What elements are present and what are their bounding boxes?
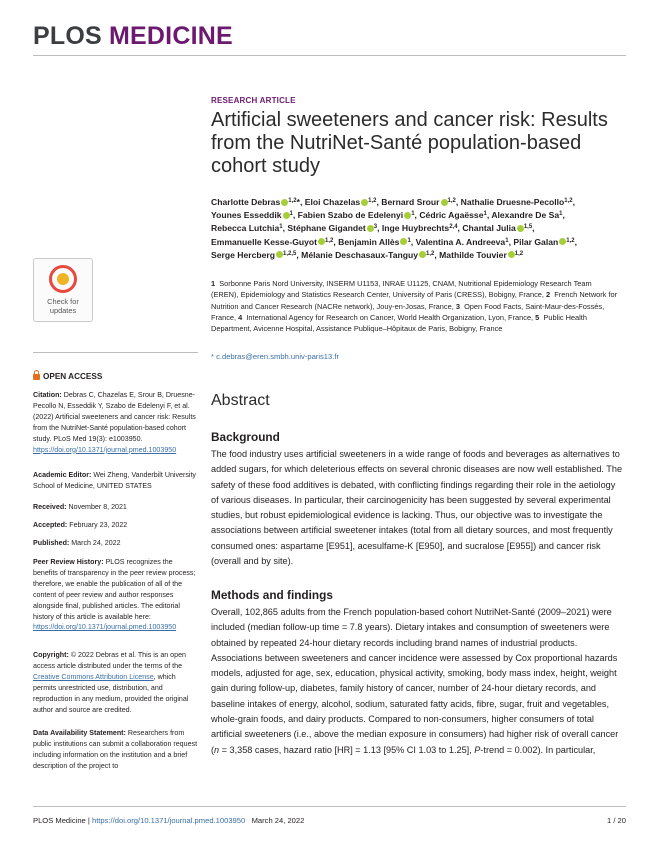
author-name[interactable]: Serge Hercberg <box>211 249 276 260</box>
corresponding-email[interactable]: * c.debras@eren.smbh.univ-paris13.fr <box>211 352 339 361</box>
author-name[interactable]: Chantal Julia <box>462 223 516 234</box>
orcid-icon[interactable] <box>419 251 426 258</box>
citation-doi-link[interactable]: https://doi.org/10.1371/journal.pmed.1003950 <box>33 445 177 454</box>
data-availability <box>33 728 198 772</box>
footer-divider <box>33 806 626 807</box>
accepted <box>33 520 198 531</box>
author-affiliation-marker: 1,2 <box>566 237 575 244</box>
methods-n: n <box>214 744 220 755</box>
data-label: Data Availability Statement: <box>33 729 126 737</box>
author-name[interactable]: Valentina A. Andreeva <box>415 236 506 247</box>
open-access-label: OPEN ACCESS <box>43 372 103 381</box>
orcid-icon[interactable] <box>276 251 283 258</box>
author-affiliation-marker: 2,4 <box>449 224 458 231</box>
citation <box>33 390 198 455</box>
author-affiliation-marker: 1 <box>279 224 283 231</box>
author-list: Charlotte Debras $^{1,2}$*, Eloi Chazelas $^{1,2}$, Bernard Srour $^{1,2}$, Nathalie Druesne-Pecollo$^{1,2}$, Younes Esseddik $^1$, Fabien Szabo de Edelenyi $^1$, Cédric Agaësse$^1$, Alexandre De Sa$^1$, Rebecca Lutchia$^1$, Stéphane Gigandet $^3$, Inge Huybrechts$^{2,4}$, Chantal Julia $^{1,5}$, Emmanuelle Kesse-Guyot $^{1,2}$, Benjamin Allès $^1$, Valentina A. Andreeva$^1$, Pilar Galan $^{1,2}$, Serge Hercberg $^{1,2,5}$, Mélanie Deschasaux-Tanguy $^{1,2}$, Mathilde Touvier $^{1,2}$ <box>211 197 577 260</box>
author-affiliation-marker: 1,2 <box>564 198 573 204</box>
editor-label: Academic Editor: <box>33 471 92 479</box>
citation-text: Debras C, Chazelas E, Srour B, Druesne-Pecollo N, Esseddik Y, Szabo de Edelenyi F, et al. (2022) Artificial sweeteners and cancer risk: Results from the NutriNet-Santé population-based cohort study. PLoS Med 19(3): e1003950. <box>33 391 196 443</box>
author-affiliation-marker: 1 <box>559 211 563 218</box>
author-name[interactable]: Nathalie Druesne-Pecollo <box>460 197 565 207</box>
orcid-icon[interactable] <box>441 199 448 206</box>
author-affiliation-marker: 1 <box>411 211 415 218</box>
peer-review-history <box>33 557 198 633</box>
orcid-icon[interactable] <box>367 225 374 232</box>
author-affiliation-marker: 1,2 <box>288 198 297 204</box>
footer <box>33 816 304 825</box>
editor-text: Wei Zheng, Vanderbilt University School of Medicine, UNITED STATES <box>33 471 196 490</box>
affiliation-number: 3 <box>455 301 460 311</box>
affiliation-number: 2 <box>546 290 551 300</box>
citation-label: Citation: <box>33 391 62 399</box>
methods-text-a: Overall, 102,865 adults from the French population-based cohort NutriNet-Santé (2009–2021) were included (median follow-up time = 7.8 years). Dietary intakes and consumption of sweeteners were obtained by repeated 24-hour dietary records including brand names of industrial products. Associations between sweeteners and cancer incidence were assessed by Cox proportional hazards models, adjusted for age, sex, education, physical activity, smoking, body mass index, height, weight gain during follow-up, diabetes, family history of cancer, number of 24-hour dietary records, and baseline intakes of energy, alcohol, sodium, saturated fatty acids, fibre, sugar, fruit and vegetables, whole-grain foods, and dairy products. Compared to non-consumers, higher consumers of total artificial sweeteners (i.e., above the median exposure in consumers) had higher risk of overall cancer ( <box>211 607 619 755</box>
affiliation-text: International Agency for Research on Cancer, World Health Organization, Lyon, France, <box>246 312 534 322</box>
author-name[interactable]: Younes Esseddik <box>211 210 282 221</box>
author-name[interactable]: Alexandre De Sa <box>491 210 560 221</box>
methods-p: P <box>474 744 481 755</box>
published-label: Published: <box>33 539 70 547</box>
header-divider <box>33 55 626 56</box>
article-title: Artificial sweeteners and cancer risk: Results from the NutriNet-Santé population-based cohort study <box>211 109 608 177</box>
author-name[interactable]: Charlotte Debras <box>211 197 281 207</box>
affiliation-number: 1 <box>211 279 216 288</box>
affiliation-text: Sorbonne Paris Nord University, INSERM U1153, INRAE U1125, CNAM, Nutritional Epidemiology Research Team (EREN), Epidemiology and Statistics Research Center, University of Paris (CRESS), Bobigny, France, <box>211 279 592 300</box>
check-updates-icon <box>49 265 77 293</box>
data-text: Researchers from public institutions can submit a collaboration request including information on the institution and a brief description of the project to <box>33 729 198 770</box>
affiliation-text: Open Food Facts, Saint-Maur-des-Fossés, France, <box>211 301 605 322</box>
affiliation-text: French Network for Nutrition and Cancer Research (NACRe network), Jouy-en-Josas, France, <box>211 290 618 311</box>
accepted-date: February 23, 2022 <box>69 521 128 529</box>
received-label: Received: <box>33 503 67 511</box>
sidebar-divider <box>33 352 198 353</box>
copyright-text-a: © 2022 Debras et al. This is an open access article distributed under the terms of the <box>33 651 186 670</box>
author-affiliation-marker: 1 <box>483 211 487 218</box>
received <box>33 502 198 513</box>
author-affiliation-marker: 1,5 <box>523 224 533 231</box>
author-affiliation-marker: 3 <box>373 224 378 231</box>
copyright <box>33 650 198 715</box>
affiliation-number: 5 <box>535 312 540 322</box>
open-access <box>33 372 102 381</box>
page-number: 1 / 20 <box>607 816 626 825</box>
received-date: November 8, 2021 <box>68 503 127 511</box>
author-affiliation-marker: 1,2 <box>514 250 524 257</box>
author-name[interactable]: Stéphane Gigandet <box>287 223 366 234</box>
author-affiliation-marker: 1,2,5 <box>283 250 297 257</box>
peer-text: PLOS recognizes the benefits of transparency in the peer review process; therefore, we enable the publication of all of the content of peer review and author responses alongside final, published articles. The editorial history of this article is available here: <box>33 558 196 621</box>
affiliations <box>211 278 621 334</box>
author-name[interactable]: Rebecca Lutchia <box>211 223 280 234</box>
author-affiliation-marker: 1,2 <box>426 250 435 257</box>
background-heading: Background <box>211 430 280 444</box>
peer-label: Peer Review History: <box>33 558 104 566</box>
check-for-updates-badge[interactable] <box>33 258 93 322</box>
corresponding-star: * <box>296 197 300 207</box>
author-name[interactable]: Fabien Szabo de Edelenyi <box>297 210 404 221</box>
author-name[interactable]: Mélanie Deschasaux-Tanguy <box>301 249 419 260</box>
author-name[interactable]: Inge Huybrechts <box>381 223 450 234</box>
author-affiliation-marker: 1 <box>407 237 411 244</box>
academic-editor <box>33 470 198 492</box>
methods-heading: Methods and findings <box>211 588 333 602</box>
author-name[interactable]: Emmanuelle Kesse-Guyot <box>211 236 318 247</box>
logo-part2: MEDICINE <box>109 22 233 50</box>
abstract-heading: Abstract <box>211 392 270 409</box>
methods-text <box>211 605 624 758</box>
footer-date: March 24, 2022 <box>251 816 305 825</box>
affiliation-number: 4 <box>238 312 243 322</box>
peer-review-link[interactable]: https://doi.org/10.1371/journal.pmed.1003950 <box>33 623 177 632</box>
copyright-text-b: , which permits unrestricted use, distribution, and reproduction in any medium, provided the original author and source are credited. <box>33 672 189 714</box>
orcid-icon[interactable] <box>508 251 515 258</box>
author-affiliation-marker: 1,2 <box>447 198 456 204</box>
published <box>33 538 198 549</box>
affiliation-text: Public Health Department, Avicenne Hospital, Assistance Publique–Hôpitaux de Paris, Bobigny, France <box>211 312 587 334</box>
journal-logo[interactable] <box>33 22 233 51</box>
author-name[interactable]: Pilar Galan <box>513 236 559 247</box>
methods-text-b: = 3,358 cases, hazard ratio [HR] = 1.13 [95% CI 1.03 to 1.25], <box>219 744 475 755</box>
author-name[interactable]: Mathilde Touvier <box>439 249 507 260</box>
methods-text-c: -trend = 0.002). In particular, <box>480 744 596 755</box>
author-name[interactable]: Eloi Chazelas <box>304 197 361 207</box>
orcid-icon[interactable] <box>318 238 325 245</box>
author-affiliation-marker: 1 <box>289 211 293 218</box>
author-affiliation-marker: 1 <box>505 237 509 244</box>
orcid-icon[interactable] <box>517 225 524 232</box>
author-affiliation-marker: 1,2 <box>368 198 377 204</box>
published-date: March 24, 2022 <box>71 539 121 547</box>
author-name[interactable]: Benjamin Allès <box>338 236 400 247</box>
check-updates-label: Check for updates <box>47 297 79 315</box>
article-type: RESEARCH ARTICLE <box>211 96 296 105</box>
lock-icon <box>33 374 40 380</box>
author-name[interactable]: Cédric Agaësse <box>419 210 484 221</box>
background-text: The food industry uses artificial sweeteners in a wide range of foods and beverages as alternatives to added sugars, for which deleterious effects on several chronic diseases are now well established. The safety of these food additives is debated, with conflicting findings regarding their role in the aetiology of various diseases. In particular, their carcinogenicity has been suggested by several experimental studies, but robust epidemiological evidence is lacking. Thus, our objective was to investigate the associations between artificial sweetener intakes (total from all dietary sources, and most frequently consumed ones: aspartame [E951], acesulfame-K [E950], and sucralose [E955]) and cancer risk (overall and by site). <box>211 449 623 567</box>
copyright-label: Copyright: <box>33 651 69 659</box>
author-name[interactable]: Bernard Srour <box>381 197 440 207</box>
accepted-label: Accepted: <box>33 521 68 529</box>
author-affiliation-marker: 1,2 <box>325 237 334 244</box>
logo-part1: PLOS <box>33 22 102 50</box>
footer-journal: PLOS Medicine | <box>33 816 90 825</box>
orcid-icon[interactable] <box>283 212 290 219</box>
license-link[interactable]: Creative Commons Attribution License <box>33 672 154 681</box>
footer-doi-link[interactable]: https://doi.org/10.1371/journal.pmed.1003950 <box>91 816 246 825</box>
